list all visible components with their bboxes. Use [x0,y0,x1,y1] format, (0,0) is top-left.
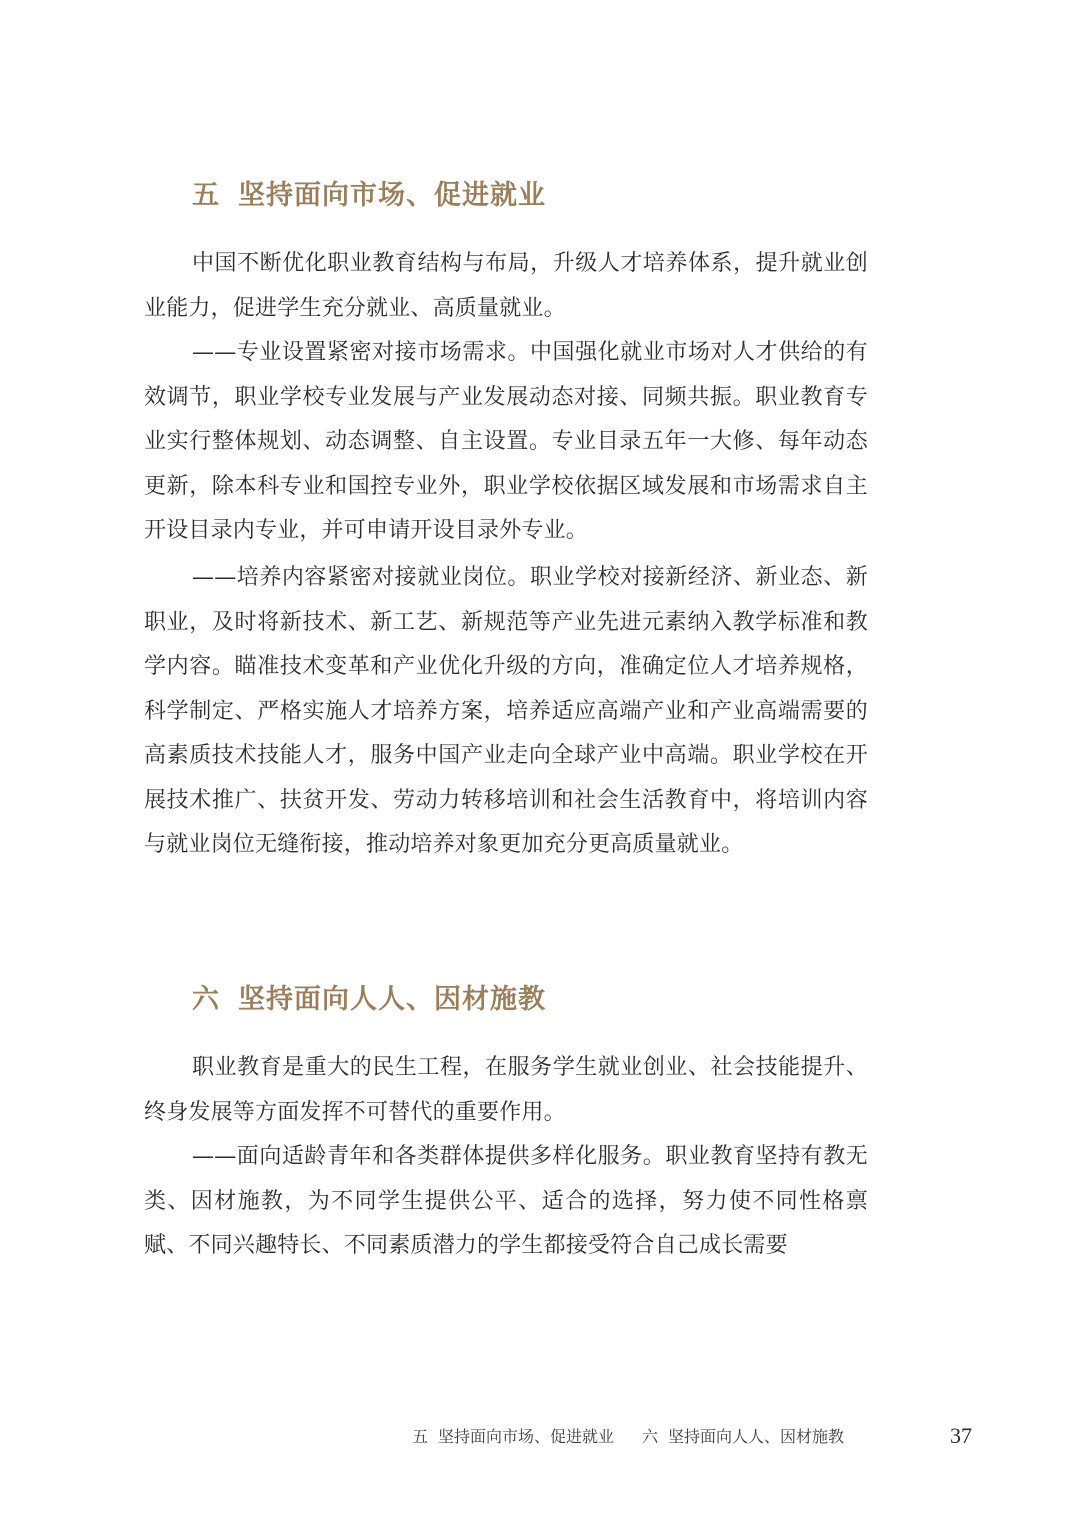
paragraph: 中国不断优化职业教育结构与布局，升级人才培养体系，提升就业创业能力，促进学生充分就业、高质量就业。 [144,251,868,321]
running-footer [412,1422,844,1452]
section-title: 坚持面向市场、促进就业 [238,180,546,211]
section-number: 五 [192,180,220,211]
section-title: 坚持面向人人、因材施教 [238,984,546,1015]
paragraph: ——专业设置紧密对接市场需求。中国强化就业市场对人才供给的有效调节，职业学校专业发展与产业发展动态对接、同频共振。职业教育专业实行整体规划、动态调整、自主设置。专业目录五年一大修、每年动态更新，除本科专业和国控专业外，职业学校依据区域发展和市场需求自主开设目录内专业，并可申请开设目录外专业。 [144,340,868,543]
section-heading-5 [192,176,546,216]
page-number: 37 [950,1423,972,1448]
section-number: 六 [192,984,220,1015]
paragraph: ——培养内容紧密对接就业岗位。职业学校对接新经济、新业态、新职业，及时将新技术、新工艺、新规范等产业先进元素纳入教学标准和教学内容。瞄准技术变革和产业优化升级的方向，准确定位人才培养规格，科学制定、严格实施人才培养方案，培养适应高端产业和产业高端需要的高素质技术技能人才，服务中国产业走向全球产业中高端。职业学校在开展技术推广、扶贫开发、劳动力转移培训和社会生活教育中，将培训内容与就业岗位无缝衔接，推动培养对象更加充分更高质量就业。 [144,565,868,857]
paragraph: ——面向适龄青年和各类群体提供多样化服务。职业教育坚持有教无类、因材施教，为不同学生提供公平、适合的选择，努力使不同性格禀赋、不同兴趣特长、不同素质潜力的学生都接受符合自己成长需要 [144,1144,868,1258]
paragraph: 职业教育是重大的民生工程，在服务学生就业创业、社会技能提升、终身发展等方面发挥不可替代的重要作用。 [144,1055,868,1125]
footer-left-title: 坚持面向市场、促进就业 [438,1427,615,1446]
section-heading-6 [192,980,546,1020]
footer-right-number: 六 [642,1427,659,1446]
footer-right-title: 坚持面向人人、因材施教 [668,1427,845,1446]
footer-left-number: 五 [412,1427,429,1446]
